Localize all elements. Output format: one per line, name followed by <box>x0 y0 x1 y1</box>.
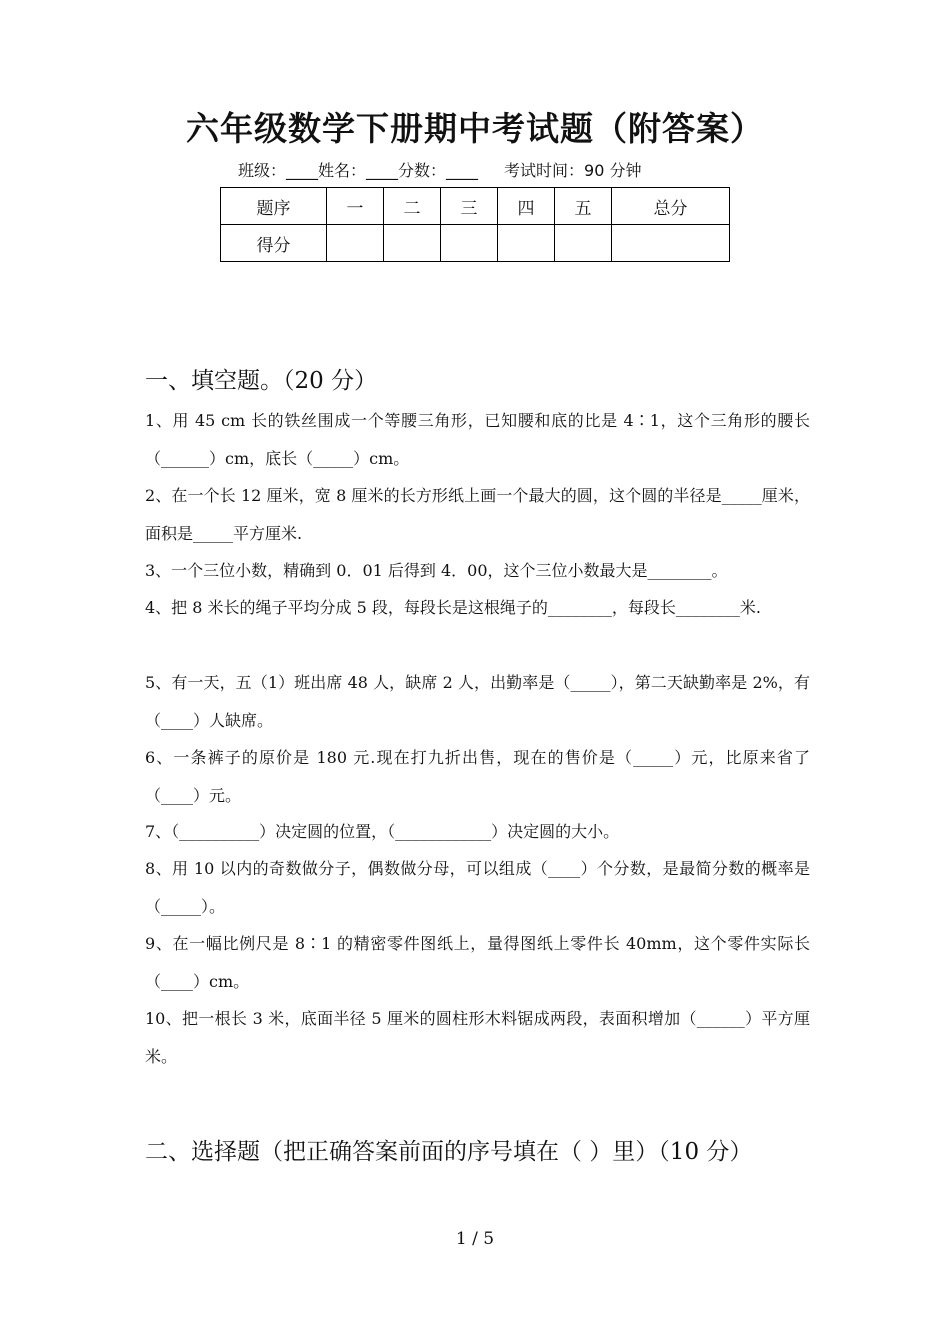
question-3: 3、一个三位小数，精确到 0．01 后得到 4．00，这个三位小数最大是________。 <box>145 561 728 580</box>
score-input-cell[interactable] <box>327 225 384 262</box>
question-2: 2、在一个长 12 厘米，宽 8 厘米的长方形纸上画一个最大的圆，这个圆的半径是_____厘米，面积是_____平方厘米. <box>145 486 810 543</box>
name-field: 姓名：____ <box>318 161 399 180</box>
question-8: 8、用 10 以内的奇数做分子，偶数做分母，可以组成（____）个分数，是最简分数的概率是（_____）。 <box>145 859 810 916</box>
question-9: 9、在一幅比例尺是 8∶1 的精密零件图纸上，量得图纸上零件长 40mm，这个零件实际长（____）cm。 <box>145 934 810 991</box>
score-table-header-row <box>221 188 730 225</box>
header-cell: 四 <box>498 188 555 225</box>
score-table-score-row <box>221 225 730 262</box>
score-table <box>220 187 730 262</box>
question-5: 5、有一天，五（1）班出席 48 人，缺席 2 人，出勤率是（_____），第二天缺勤率是 2%，有（____）人缺席。 <box>145 673 810 730</box>
header-cell: 三 <box>441 188 498 225</box>
score-input-cell[interactable] <box>384 225 441 262</box>
exam-title: 六年级数学下册期中考试题（附答案） <box>186 109 764 148</box>
class-field: 班级：____ <box>238 161 319 180</box>
section1-heading: 一、填空题。（20 分） <box>145 368 378 394</box>
question-4: 4、把 8 米长的绳子平均分成 5 段，每段长是这根绳子的________，每段长________米. <box>145 598 761 617</box>
question-10: 10、把一根长 3 米，底面半径 5 厘米的圆柱形木料锯成两段，表面积增加（______）平方厘米。 <box>145 1009 810 1066</box>
student-info-line <box>238 158 642 181</box>
question-6: 6、一条裤子的原价是 180 元.现在打九折出售，现在的售价是（_____）元，比原来省了（____）元。 <box>145 748 810 805</box>
question-7: 7、（__________）决定圆的位置，（____________）决定圆的大小。 <box>145 822 620 841</box>
header-cell: 二 <box>384 188 441 225</box>
header-cell: 一 <box>327 188 384 225</box>
header-cell: 五 <box>555 188 612 225</box>
header-cell: 题序 <box>221 188 327 225</box>
page-number: 1 / 5 <box>455 1229 495 1249</box>
score-input-cell[interactable] <box>555 225 612 262</box>
section2-heading: 二、选择题（把正确答案前面的序号填在（ ）里）（10 分） <box>145 1139 753 1165</box>
score-input-cell[interactable] <box>612 225 730 262</box>
question-1: 1、用 45 cm 长的铁丝围成一个等腰三角形，已知腰和底的比是 4∶1，这个三角形的腰长（______）cm，底长（_____）cm。 <box>145 411 810 468</box>
row-label-cell: 得分 <box>221 225 327 262</box>
score-input-cell[interactable] <box>441 225 498 262</box>
exam-time: 考试时间：90 分钟 <box>504 161 642 180</box>
score-input-cell[interactable] <box>498 225 555 262</box>
score-field: 分数：____ <box>398 161 479 180</box>
header-cell: 总分 <box>612 188 730 225</box>
